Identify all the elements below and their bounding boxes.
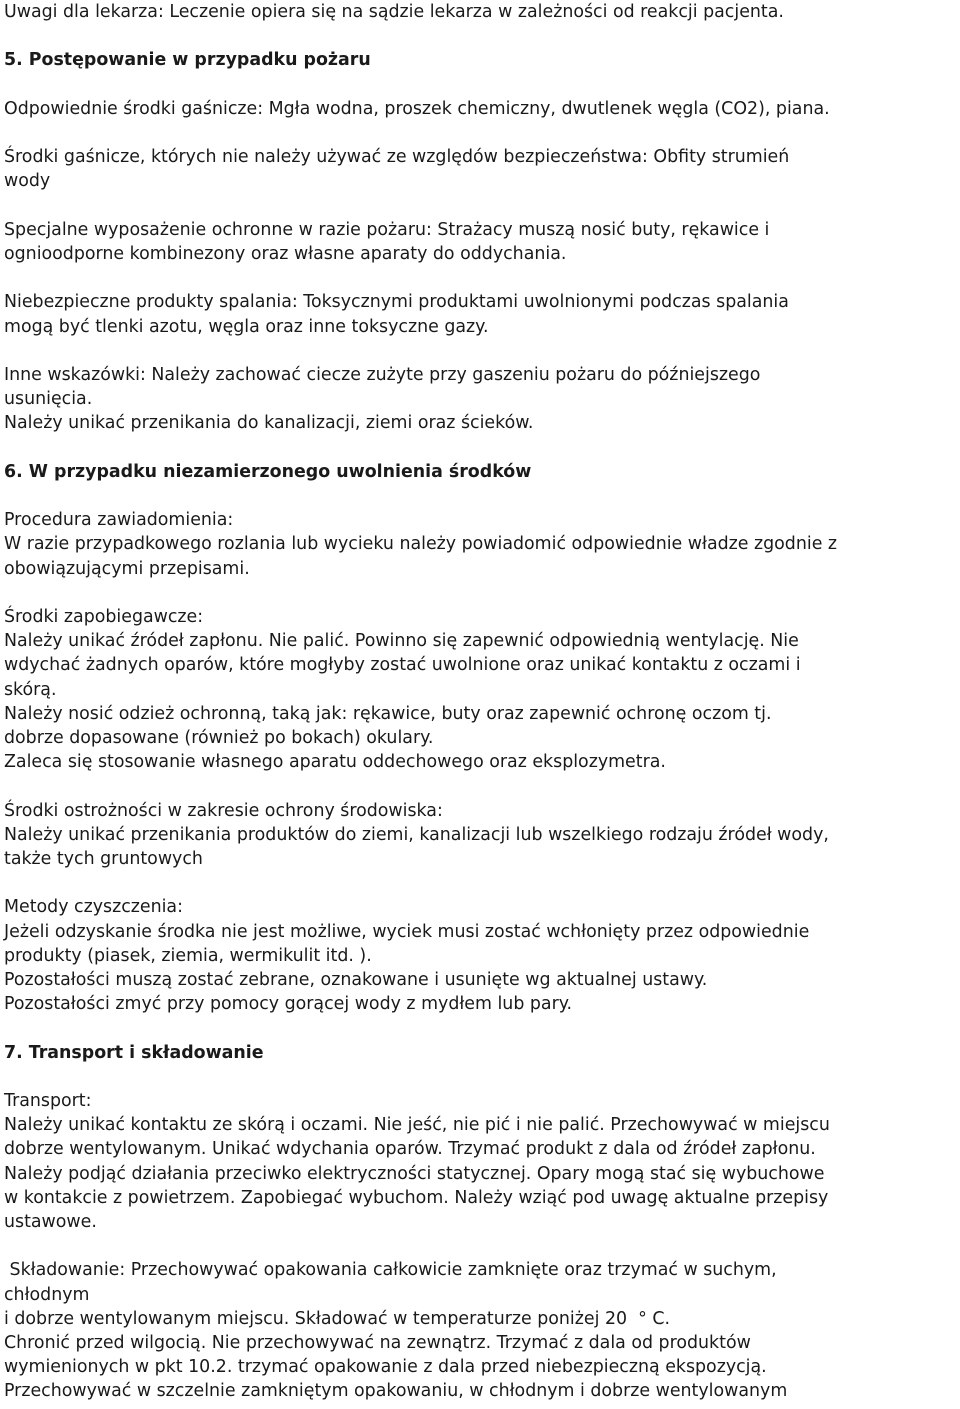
paragraph-line: Środki gaśnicze, których nie należy używać ze względów bezpieczeństwa: Obfity strumień [4,147,790,168]
paragraph-line: Należy unikać źródeł zapłonu. Nie palić. Powinno się zapewnić odpowiednią wentylację. Nie [4,631,799,652]
paragraph-line: W razie przypadkowego rozlania lub wycieku należy powiadomić odpowiednie władze zgodnie z [4,534,838,555]
subsection-label: Środki ostrożności w zakresie ochrony środowiska: [4,800,443,821]
paragraph-line: Przechowywać w szczelnie zamkniętym opakowaniu, w chłodnym i dobrze wentylowanym [4,1381,788,1402]
paragraph-line: skórą. [4,679,57,700]
paragraph-line: Składowanie: Przechowywać opakowania całkowicie zamknięte oraz trzymać w suchym, [4,1260,777,1281]
paragraph-line: Jeżeli odzyskanie środka nie jest możliwe, wyciek musi zostać wchłonięty przez odpowiednie [4,921,810,942]
paragraph-line: i dobrze wentylowanym miejscu. Składować w temperaturze poniżej 20 ° C. [4,1308,671,1329]
paragraph-line: Inne wskazówki: Należy zachować ciecze zużyte przy gaszeniu pożaru do późniejszego [4,364,761,385]
paragraph-line: w kontakcie z powietrzem. Zapobiegać wybuchom. Należy wziąć pod uwagę aktualne przepisy [4,1187,829,1208]
paragraph-line: usunięcia. [4,389,93,410]
paragraph-line: Pozostałości zmyć przy pomocy gorącej wody z mydłem lub pary. [4,994,573,1015]
subsection-label: Metody czyszczenia: [4,897,183,918]
paragraph-line: dobrze dopasowane (również po bokach) okulary. [4,727,434,748]
paragraph-line: Pozostałości muszą zostać zebrane, oznakowane i usunięte wg aktualnej ustawy. [4,969,708,990]
subsection-label: Transport: [4,1090,92,1111]
paragraph-line: Odpowiednie środki gaśnicze: Mgła wodna, proszek chemiczny, dwutlenek węgla (CO2), piana. [4,98,830,119]
subsection-label: Procedura zawiadomienia: [4,510,234,531]
paragraph-line: Specjalne wyposażenie ochronne w razie pożaru: Strażacy muszą nosić buty, rękawice i [4,219,770,240]
paragraph-line: także tych gruntowych [4,848,203,869]
paragraph-line: obowiązującymi przepisami. [4,558,250,579]
paragraph-line: ustawowe. [4,1211,97,1232]
paragraph-line: wymienionych w pkt 10.2. trzymać opakowanie z dala przed niebezpieczną ekspozycją. [4,1357,767,1378]
subsection-label: Środki zapobiegawcze: [4,606,204,627]
paragraph-line: ognioodporne kombinezony oraz własne aparaty do oddychania. [4,243,567,264]
section-heading-7: 7. Transport i składowanie [4,1042,264,1063]
paragraph-line: produkty (piasek, ziemia, wermikulit itd. ). [4,945,372,966]
section-heading-6: 6. W przypadku niezamierzonego uwolnienia środków [4,461,532,482]
paragraph-line: wdychać żadnych oparów, które mogłyby zostać uwolnione oraz unikać kontaktu z oczami i [4,655,801,676]
paragraph-line: wody [4,171,51,192]
section-heading-5: 5. Postępowanie w przypadku pożaru [4,50,371,71]
paragraph-line: Uwagi dla lekarza: Leczenie opiera się na sądzie lekarza w zależności od reakcji pacjenta. [4,2,784,22]
document-body [4,0,960,1404]
paragraph-line: mogą być tlenki azotu, węgla oraz inne toksyczne gazy. [4,316,489,337]
paragraph-line: Należy unikać przenikania do kanalizacji, ziemi oraz ścieków. [4,413,534,434]
paragraph-line: chłodnym [4,1284,90,1305]
paragraph-line: Niebezpieczne produkty spalania: Toksycznymi produktami uwolnionymi podczas spalania [4,292,789,313]
paragraph-line: Należy unikać przenikania produktów do ziemi, kanalizacji lub wszelkiego rodzaju źródeł wody, [4,824,829,845]
paragraph-line: Chronić przed wilgocią. Nie przechowywać na zewnątrz. Trzymać z dala od produktów [4,1332,751,1353]
paragraph-line: Należy nosić odzież ochronną, taką jak: rękawice, buty oraz zapewnić ochronę oczom tj. [4,703,772,724]
paragraph-line: Zaleca się stosowanie własnego aparatu oddechowego oraz eksplozymetra. [4,752,666,773]
paragraph-line: dobrze wentylowanym. Unikać wdychania oparów. Trzymać produkt z dala od źródeł zapłonu. [4,1139,816,1160]
paragraph-line: Należy podjąć działania przeciwko elektryczności statycznej. Opary mogą stać się wybuchowe [4,1163,825,1184]
paragraph-line: Należy unikać kontaktu ze skórą i oczami. Nie jeść, nie pić i nie palić. Przechowywać w miejscu [4,1115,830,1136]
